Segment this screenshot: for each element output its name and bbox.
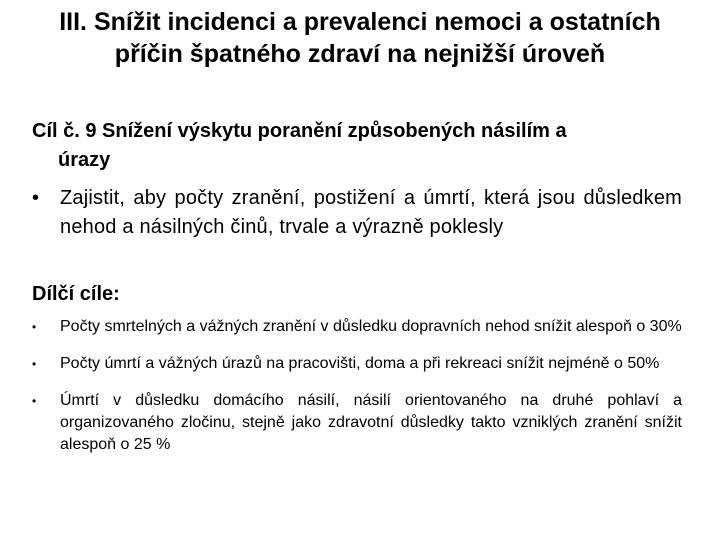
bullet-icon: • xyxy=(32,320,37,334)
bullet-icon: • xyxy=(32,394,37,408)
slide-title: III. Snížit incidenci a prevalenci nemoci a ostatních příčin špatného zdraví na nejnižší úroveň xyxy=(59,8,661,68)
subgoal-item xyxy=(32,353,682,375)
goal-heading-line1: Cíl č. 9 Snížení výskytu poranění způsobených násilím a xyxy=(32,120,567,142)
subgoal-text: Počty úmrtí a vážných úrazů na pracovišti, doma a při rekreaci snížit nejméně o 50% xyxy=(60,355,660,372)
subgoals-heading: Dílčí cíle: xyxy=(32,283,120,305)
subgoals-list xyxy=(32,316,682,471)
subgoal-text: Počty smrtelných a vážných zranění v důsledku dopravních nehod snížit alespoň o 30% xyxy=(60,318,682,335)
bullet-icon: • xyxy=(32,357,37,371)
subgoal-item xyxy=(32,390,682,456)
subgoal-text: Úmrtí v důsledku domácího násilí, násilí orientovaného na druhé pohlaví a organizovaného zločinu, stejně jako zdravotní důsledky takto vzniklých zranění snížit alespoň o 25 % xyxy=(60,392,682,453)
bullet-icon: • xyxy=(32,187,40,209)
goal-heading xyxy=(32,117,692,175)
goal-heading-line2: úrazy xyxy=(58,149,111,171)
main-bullet-text: Zajistit, aby počty zranění, postižení a úmrtí, která jsou důsledkem nehod a násilných činů, trvale a výrazně poklesly xyxy=(60,187,682,238)
main-bullet xyxy=(32,184,682,242)
subgoal-item xyxy=(32,316,682,338)
